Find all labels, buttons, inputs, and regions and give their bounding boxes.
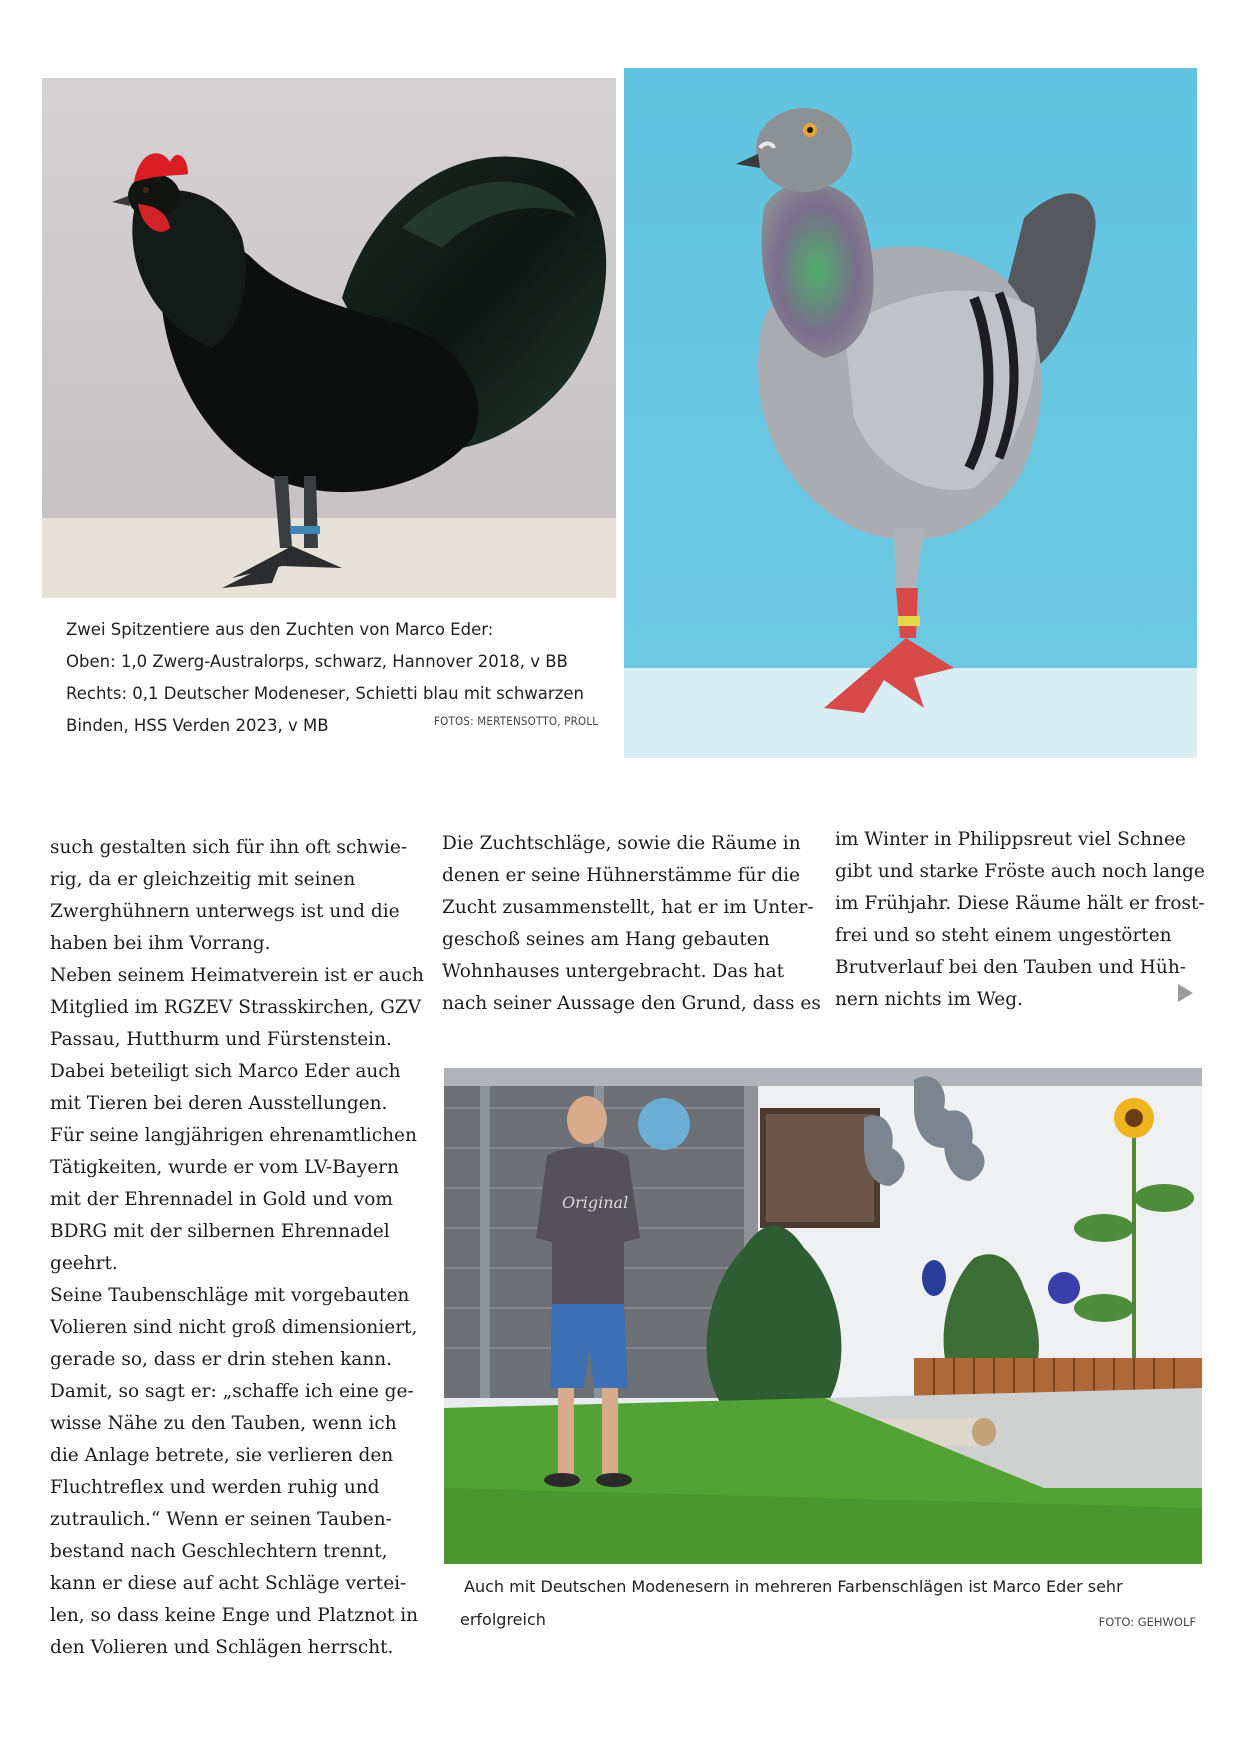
text-line: Tätigkeiten, wurde er vom LV-Bayern [50,1157,399,1178]
caption-line: Binden, HSS Verden 2023, v MB [66,716,329,735]
text-line: die Anlage betrete, sie verlieren den [50,1445,394,1466]
caption-line: Rechts: 0,1 Deutscher Modeneser, Schietti blau mit schwarzen [66,684,584,703]
article-column-right [835,824,1205,1016]
text-line: Fluchtreflex und werden ruhig und [50,1477,380,1498]
text-line: Passau, Hutthurm und Fürstenstein. [50,1029,392,1050]
text-line: Die Zuchtschläge, sowie die Räume in [442,833,801,854]
garden-photo [444,1068,1202,1564]
text-line: geehrt. [50,1253,118,1274]
photo-credit: FOTO: GEHWOLF [1098,1615,1196,1629]
text-line: wisse Nähe zu den Tauben, wenn ich [50,1413,397,1434]
text-line: kann er diese auf acht Schläge vertei- [50,1573,407,1594]
text-line: nach seiner Aussage den Grund, dass es [442,993,821,1014]
text-line: im Winter in Philippsreut viel Schnee [835,829,1186,850]
text-line: Wohnhauses untergebracht. Das hat [442,961,785,982]
article-column-left [50,832,424,1664]
text-line: Brutverlauf bei den Tauben und Hüh- [835,957,1186,978]
text-line: Seine Taubenschläge mit vorgebauten [50,1285,410,1306]
top-photo-caption [42,598,624,766]
text-line: denen er seine Hühnerstämme für die [442,865,800,886]
text-line: Neben seinem Heimatverein ist er auch [50,965,424,986]
pigeon-photo [624,68,1197,758]
text-line: len, so dass keine Enge und Platznot in [50,1605,419,1626]
text-line: such gestalten sich für ihn oft schwie- [50,837,408,858]
text-line: nern nichts im Weg. [835,989,1023,1010]
text-line: Mitglied im RGZEV Strasskirchen, GZV [50,997,422,1018]
text-line: bestand nach Geschlechtern trennt, [50,1541,388,1562]
caption-line: Zwei Spitzentiere aus den Zuchten von Marco Eder: [66,620,494,639]
text-line: gerade so, dass er drin stehen kann. [50,1349,393,1370]
caption-line: Oben: 1,0 Zwerg-Australorps, schwarz, Hannover 2018, v BB [66,652,568,671]
text-line: mit Tieren bei deren Ausstellungen. [50,1093,388,1114]
text-line: mit der Ehrennadel in Gold und vom [50,1189,393,1210]
text-line: gibt und starke Fröste auch noch lange [835,861,1205,882]
text-line: rig, da er gleichzeitig mit seinen [50,869,356,890]
text-line: geschoß seines am Hang gebauten [442,929,770,950]
text-line: Zucht zusammenstellt, hat er im Unter- [442,897,814,918]
caption-line: Auch mit Deutschen Modenesern in mehreren Farbenschlägen ist Marco Eder sehr [464,1577,1123,1596]
text-line: den Volieren und Schlägen herrscht. [50,1637,394,1658]
photo-credit: FOTOS: MERTENSOTTO, PROLL [434,714,599,728]
text-line: frei und so steht einem ungestörten [835,925,1172,946]
text-line: Volieren sind nicht groß dimensioniert, [50,1317,418,1338]
text-line: Zwerghühnern unterwegs ist und die [50,901,400,922]
bottom-photo-caption [460,1577,1200,1647]
text-line: BDRG mit der silbernen Ehrennadel [50,1221,390,1242]
text-line: haben bei ihm Vorrang. [50,933,271,954]
text-line: Für seine langjährigen ehrenamtlichen [50,1125,417,1146]
triangle-right-icon [1178,984,1193,1002]
text-line: Dabei beteiligt sich Marco Eder auch [50,1061,401,1082]
text-line: im Frühjahr. Diese Räume hält er frost- [835,893,1205,914]
article-column-middle [442,828,822,1020]
text-line: zutraulich.“ Wenn er seinen Tauben- [50,1509,392,1530]
text-line: Damit, so sagt er: „schaffe ich eine ge- [50,1381,414,1402]
caption-line: erfolgreich [460,1610,546,1629]
shirt-print: Original [562,1193,629,1212]
rooster-photo [42,78,616,598]
